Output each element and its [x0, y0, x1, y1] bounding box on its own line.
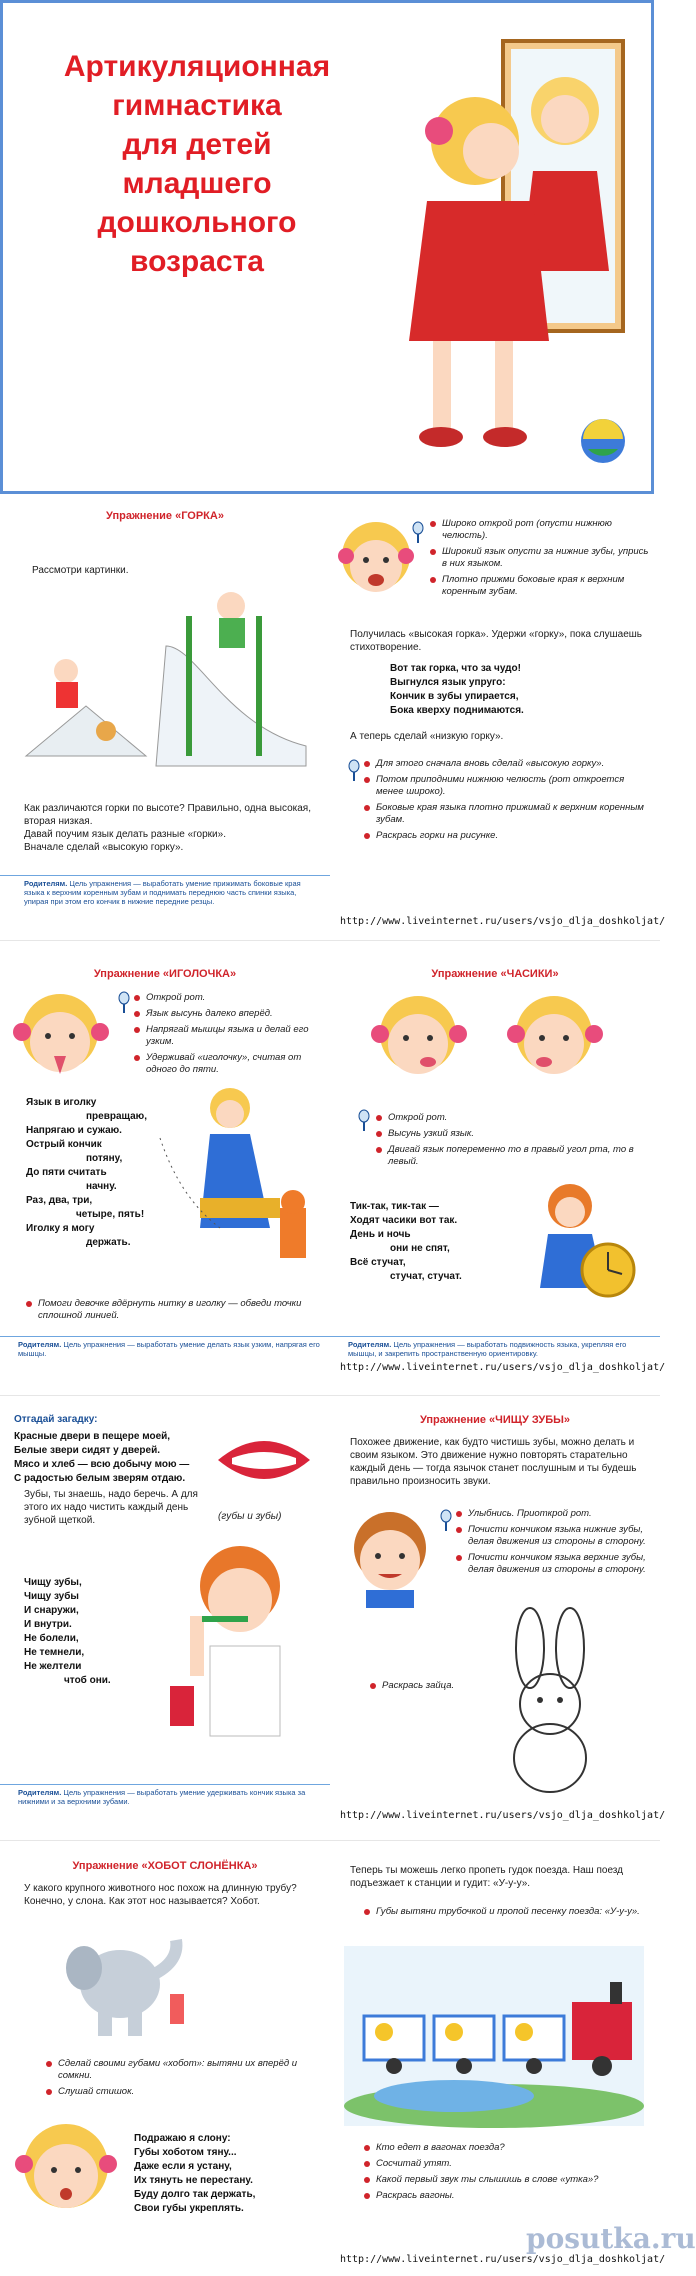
poem-line: чтоб они.	[64, 1675, 111, 1686]
riddle-line: Белые звери сидят у дверей.	[14, 1445, 160, 1456]
step-item: Улыбнись. Приоткрой рот.	[456, 1508, 646, 1520]
parents-note	[0, 875, 330, 906]
cover-title-line: дошкольного	[97, 206, 297, 239]
hint-item: Раскрась зайца.	[370, 1680, 470, 1692]
girl-mirror-illustration	[383, 21, 643, 481]
poem-line: До пяти считать	[26, 1167, 107, 1178]
poem-line: Кончик в зубы упирается,	[390, 691, 519, 702]
poem-line: Подражаю я слону:	[134, 2133, 231, 2144]
page-khobot	[0, 1850, 330, 2276]
cover-title-line: Артикуляционная	[63, 50, 331, 83]
body-line: Вначале сделай «высокую горку».	[24, 842, 184, 853]
steps-list	[376, 1112, 646, 1172]
body-text: А теперь сделай «низкую горку».	[350, 731, 504, 742]
page-chishu-zuby	[330, 1408, 666, 1828]
poem-line: они не спят,	[390, 1243, 450, 1254]
body-text	[24, 802, 314, 854]
poem-line: начну.	[86, 1181, 117, 1192]
poem-line: Чищу зубы,	[24, 1577, 82, 1588]
cover-title-line: младшего	[122, 167, 272, 200]
question-item: Кто едет в вагонах поезда?	[364, 2142, 644, 2154]
body-line: Давай поучим язык делать разные «горки».	[24, 829, 226, 840]
step-item: Почисти кончиком языка нижние зубы, делая движения из стороны в сторону.	[456, 1524, 646, 1548]
page-title: Упражнение «ИГОЛОЧКА»	[93, 968, 237, 980]
question-item: Раскрась вагоны.	[364, 2190, 644, 2202]
poem-line: Не темнели,	[24, 1647, 85, 1658]
poem-line: День и ночь	[350, 1229, 411, 1240]
page-gorka-2	[330, 502, 666, 932]
page-gorka	[0, 502, 330, 932]
body-line: Как различаются горки по высоте? Правильно, одна высокая, вторая низкая.	[24, 803, 311, 827]
boy-brushing-illustration	[150, 1536, 320, 1746]
poem-line: Не желтели	[24, 1661, 82, 1672]
parents-text: Цель упражнения — выработать умение прижимать боковые края языка к верхним коренным зубам и поднимать переднюю часть спинки языка, упирая при этом его кончик в нижние передние резцы.	[24, 879, 301, 906]
cover-panel	[0, 0, 654, 494]
source-url: http://www.liveinternet.ru/users/vsjo_dlja_doshkoljat/	[340, 1810, 666, 1821]
poem-line: Тик-так, тик-так —	[350, 1201, 439, 1212]
poem-line: И снаружи,	[24, 1605, 79, 1616]
step-item: Открой рот.	[134, 992, 314, 1004]
parents-note	[0, 1336, 330, 1358]
poem-line: Вот так горка, что за чудо!	[390, 663, 521, 674]
parents-note	[0, 1784, 330, 1806]
girl-face-illustration	[14, 2114, 124, 2224]
steps-list	[430, 518, 650, 602]
page-title: Упражнение «ХОБОТ СЛОНЁНКА»	[72, 1860, 258, 1872]
slides-illustration	[16, 556, 316, 796]
poem	[350, 1200, 510, 1284]
poem-line: Свои губы укреплять.	[134, 2203, 244, 2214]
mirror-icon	[358, 1110, 370, 1132]
page-title: Упражнение «ГОРКА»	[106, 510, 224, 522]
body-text: Теперь ты можешь легко пропеть гудок поезда. Наш поезд подъезжает к станции и гудит: «У-у-у».	[350, 1865, 623, 1889]
body-text: Зубы, ты знаешь, надо беречь. А для этого их надо чистить каждый день зубной щеткой.	[24, 1489, 198, 1526]
poem-line: Бока кверху поднимаются.	[390, 705, 524, 716]
hint-list	[26, 1298, 316, 1326]
poem-line: Даже если я устану,	[134, 2161, 232, 2172]
mirror-icon	[118, 992, 130, 1014]
step-item: Сделай своими губами «хобот»: вытяни их вперёд и сомкни.	[46, 2058, 316, 2082]
step-item: Широкий язык опусти за нижние зубы, упрись в них языком.	[430, 546, 650, 570]
poem-line: Губы хоботом тяну...	[134, 2147, 237, 2158]
cover-title-line: для детей	[122, 128, 272, 161]
parents-label: Родителям.	[24, 879, 68, 888]
poem	[26, 1096, 156, 1250]
step-item: Плотно прижми боковые края к верхним коренным зубам.	[430, 574, 650, 598]
intro-text: Рассмотри картинки.	[32, 565, 129, 576]
hint-list	[370, 1680, 470, 1696]
riddle-line: Мясо и хлеб — всю добычу мою —	[14, 1459, 190, 1470]
watermark: posutka.ru	[526, 2222, 696, 2255]
cover-title-line: возраста	[130, 245, 264, 278]
parents-text: Цель упражнения — выработать умение удерживать кончик языка за нижними и за верхними зубами.	[18, 1788, 306, 1806]
parents-text: Цель упражнения — выработать подвижность языка, укрепляя его мышцы, и закрепить пространственную ориентировку.	[348, 1340, 627, 1358]
step-item: Почисти кончиком языка верхние зубы, делая движения из стороны в сторону.	[456, 1552, 646, 1576]
riddle-answer: (губы и зубы)	[218, 1511, 282, 1522]
poem-line: И внутри.	[24, 1619, 72, 1630]
page-igolochka	[0, 960, 330, 1380]
steps-list	[46, 2058, 316, 2102]
riddle-line: Красные двери в пещере моей,	[14, 1431, 171, 1442]
elephant-illustration	[50, 1924, 200, 2044]
clock-girl-illustration	[520, 1178, 650, 1308]
poem-line: Раз, два, три,	[26, 1195, 93, 1206]
step-item: Язык высунь далеко вперёд.	[134, 1008, 314, 1020]
poem-line: Острый кончик	[26, 1139, 102, 1150]
girl-face-illustration	[372, 988, 472, 1088]
step-item: Боковые края языка плотно прижимай к верхним коренным зубам.	[364, 802, 644, 826]
riddle-text	[14, 1430, 224, 1486]
page-title: Упражнение «ЧАСИКИ»	[431, 968, 559, 980]
cover-title	[17, 47, 377, 281]
page-chasiki	[330, 960, 666, 1380]
step-item: Широко открой рот (опусти нижнюю челюсть).	[430, 518, 650, 542]
step-item: Для этого сначала вновь сделай «высокую горку».	[364, 758, 644, 770]
mirror-icon	[348, 760, 360, 782]
parents-label: Родителям.	[18, 1788, 62, 1797]
body-text: Похожее движение, как будто чистишь зубы, можно делать и своим языком. Это движение нужно повторять старательно каждый день — тогда язычок станет послушным и ты будешь правильно произносить звуки.	[350, 1437, 637, 1487]
step-item: Напрягай мышцы языка и делай его узким.	[134, 1024, 314, 1048]
poem	[390, 662, 524, 718]
poem-line: потяну,	[86, 1153, 123, 1164]
steps-list	[364, 758, 644, 846]
body-text: У какого крупного животного нос похож на длинную трубу? Конечно, у слона. Как этот нос называется? Хобот.	[24, 1883, 297, 1907]
poem-line: четыре, пять!	[76, 1209, 145, 1220]
page-train	[330, 1850, 696, 2276]
poem-line: Напрягаю и сужаю.	[26, 1125, 122, 1136]
step-item: Открой рот.	[376, 1112, 646, 1124]
question-item: Какой первый звук ты слышишь в слове «утка»?	[364, 2174, 644, 2186]
bunny-outline-illustration	[460, 1608, 640, 1798]
divider	[0, 940, 660, 941]
divider	[0, 1395, 660, 1396]
source-url: http://www.liveinternet.ru/users/vsjo_dlja_doshkoljat/	[340, 1362, 666, 1373]
page-riddle	[0, 1408, 330, 1828]
source-url: http://www.liveinternet.ru/users/vsjo_dlja_doshkoljat/	[340, 916, 666, 927]
body-text: Получилась «высокая горка». Удержи «горку», пока слушаешь стихотворение.	[350, 629, 642, 653]
divider	[0, 1840, 660, 1841]
hint-item: Помоги девочке вдёрнуть нитку в иголку — обведи точки сплошной линией.	[26, 1298, 316, 1322]
steps-list	[364, 1906, 644, 1922]
poem-line: Всё стучат,	[350, 1257, 406, 1268]
poem	[134, 2132, 324, 2216]
poem-line: Язык в иголку	[26, 1097, 97, 1108]
step-item: Слушай стишок.	[46, 2086, 316, 2098]
step-item: Удерживай «иголочку», считая от одного до пяти.	[134, 1052, 314, 1076]
parents-text: Цель упражнения — выработать умение делать язык узким, напрягая его мышцы.	[18, 1340, 320, 1358]
step-item: Губы вытяни трубочкой и пропой песенку поезда: «У-у-у».	[364, 1906, 644, 1918]
poem-line: держать.	[86, 1237, 131, 1248]
step-item: Двигай язык попеременно то в правый угол рта, то в левый.	[376, 1144, 646, 1168]
poem-line: Не болели,	[24, 1633, 79, 1644]
parents-label: Родителям.	[18, 1340, 62, 1349]
riddle-title: Отгадай загадку:	[14, 1414, 98, 1425]
parents-label: Родителям.	[348, 1340, 392, 1349]
train-ducks-illustration	[344, 1946, 644, 2126]
poem-line: Ходят часики вот так.	[350, 1215, 458, 1226]
girl-face-illustration	[340, 516, 420, 606]
questions-list	[364, 2142, 644, 2206]
cover-title-line: гимнастика	[112, 89, 282, 122]
poem-line: стучат, стучат.	[390, 1271, 462, 1282]
step-item: Высунь узкий язык.	[376, 1128, 646, 1140]
poem-line: Иголку я могу	[26, 1223, 95, 1234]
riddle-line: С радостью белым зверям отдаю.	[14, 1473, 186, 1484]
girl-face-illustration	[14, 986, 114, 1086]
poem-line: Выгнулся язык упруго:	[390, 677, 506, 688]
mirror-icon	[412, 522, 424, 544]
poem-line: Их тянуть не перестану.	[134, 2175, 253, 2186]
step-item: Раскрась горки на рисунке.	[364, 830, 644, 842]
sewing-girl-illustration	[160, 1078, 320, 1278]
step-item: Потом приподними нижнюю челюсть (рот откроется менее широко).	[364, 774, 644, 798]
poem-line: превращаю,	[86, 1111, 147, 1122]
steps-list	[134, 992, 314, 1080]
parents-note	[330, 1336, 660, 1358]
lips-illustration	[214, 1430, 314, 1490]
source-url: http://www.liveinternet.ru/users/vsjo_dlja_doshkoljat/	[340, 2254, 666, 2265]
poem-line: Чищу зубы	[24, 1591, 79, 1602]
page-title: Упражнение «ЧИЩУ ЗУБЫ»	[419, 1414, 570, 1426]
poem-line: Буду долго так держать,	[134, 2189, 256, 2200]
boy-face-illustration	[346, 1508, 436, 1608]
poem	[24, 1576, 144, 1688]
girl-face-illustration	[508, 988, 608, 1088]
question-item: Сосчитай утят.	[364, 2158, 644, 2170]
steps-list	[456, 1508, 646, 1580]
mirror-icon	[440, 1510, 452, 1532]
